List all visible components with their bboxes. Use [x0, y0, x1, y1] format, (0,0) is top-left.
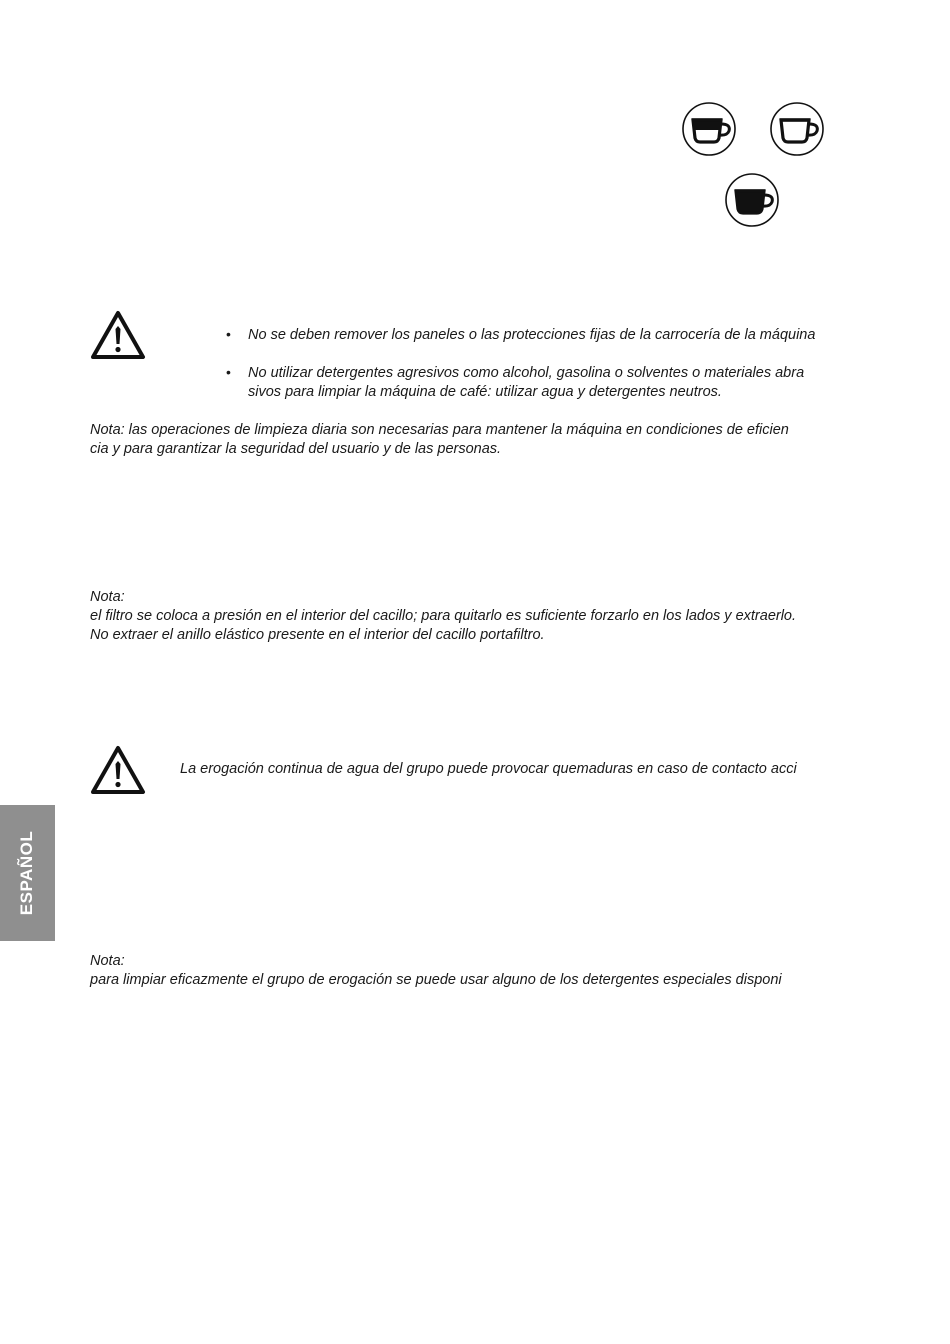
coffee-cup-two-doses-icon: [680, 100, 738, 158]
bullet-dot: •: [226, 364, 231, 380]
note-3-label: Nota:: [90, 953, 125, 969]
warning-2-text: La erogación continua de agua del grupo puede provocar quemaduras en caso de contacto acci: [180, 761, 797, 777]
note-2-label: Nota:: [90, 589, 125, 605]
coffee-cup-full-icon: [723, 171, 781, 229]
note-1-line-2: cia y para garantizar la seguridad del usuario y de las personas.: [90, 441, 502, 457]
warning-bullet-2-line-1: No utilizar detergentes agresivos como alcohol, gasolina o solventes o materiales abra: [248, 365, 805, 381]
language-side-tab: [0, 805, 55, 941]
warning-bullet-2-line-2: sivos para limpiar la máquina de café: utilizar agua y detergentes neutros.: [248, 384, 722, 400]
language-side-tab-label: ESPAÑOL: [17, 830, 36, 916]
warning-triangle-icon: [89, 309, 147, 361]
note-3-line-1: para limpiar eficazmente el grupo de erogación se puede usar alguno de los detergentes especiales disponi: [90, 972, 782, 988]
warning-triangle-icon: [89, 744, 147, 796]
bullet-dot: •: [226, 326, 231, 342]
note-1-line-1: Nota: las operaciones de limpieza diaria son necesarias para mantener la máquina en condiciones de eficien: [90, 422, 789, 438]
warning-bullet-1: No se deben remover los paneles o las protecciones fijas de la carrocería de la máquina: [248, 327, 816, 343]
note-2-line-1: el filtro se coloca a presión en el interior del cacillo; para quitarlo es suficiente forzarlo en los lados y extraerlo.: [90, 608, 797, 624]
note-2-line-2: No extraer el anillo elástico presente en el interior del cacillo portafiltro.: [90, 627, 545, 643]
coffee-cup-one-dose-icon: [768, 100, 826, 158]
